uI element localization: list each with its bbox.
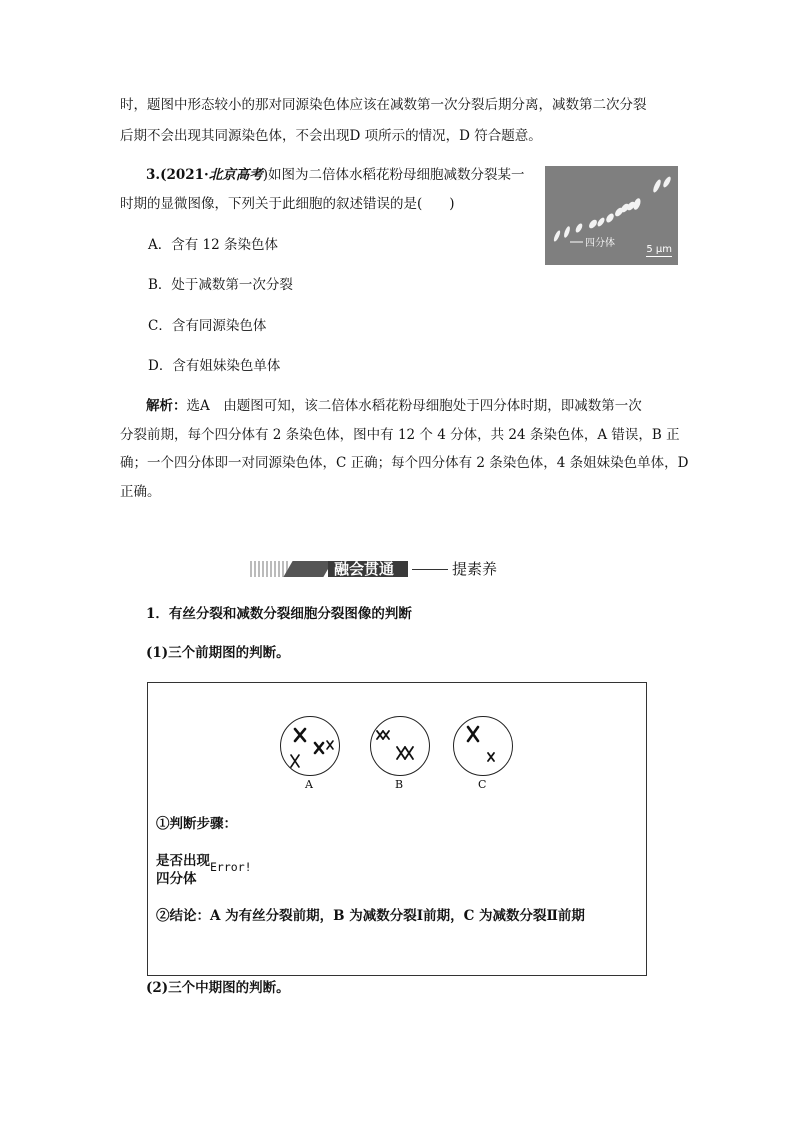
cell-b-label: B [395,778,404,791]
option-c: C．含有同源染色体 [148,318,267,334]
micrograph-image [545,166,678,265]
intro-line-2: 后期不会出现其同源染色体，不会出现D 项所示的情况，D 符合题意。 [120,128,542,144]
cell-a-chromosomes [281,717,339,775]
banner-stripes [250,561,288,577]
intro-line-1: 时，题图中形态较小的那对同源染色体应该在减数第一次分裂后期分离，减数第二次分裂 [120,97,647,113]
question-stem-text: )如图为二倍体水稻花粉母细胞减数分裂某一 [262,167,525,183]
section-banner [250,557,545,581]
question-stem-line-1 [146,163,525,183]
micrograph-scale: 5 μm [646,244,672,255]
analysis-line-3: 确；一个四分体即一对同源染色体，C 正确；每个四分体有 2 条染色体，4 条姐妹染色单体，D [120,455,689,471]
section-heading: 1．有丝分裂和减数分裂细胞分裂图像的判断 [146,606,412,622]
cell-c-chromosomes [454,717,512,775]
tetrad-question-line-1: 是否出现 [156,853,210,869]
cell-b-chromosomes [371,717,429,775]
banner-slash [283,561,332,577]
cell-a [280,716,340,776]
tetrad-question-line-2: 四分体 [156,871,197,887]
banner-dash [412,569,448,570]
banner-title: 融会贯通 [334,560,395,578]
cell-c [453,716,513,776]
question-stem-line-2: 时期的显微图像，下列关于此细胞的叙述错误的是( ) [120,196,455,212]
question-source: 北京高考 [208,167,263,183]
analysis-text-1: 选A 由题图可知，该二倍体水稻花粉母细胞处于四分体时期，即减数第一次 [186,398,642,414]
option-a: A．含有 12 条染色体 [148,237,279,253]
cell-a-label: A [305,778,313,791]
analysis-line-1 [146,394,642,414]
subsection-2: (2)三个中期图的判断。 [146,980,290,996]
conclusion [156,904,585,924]
analysis-line-2: 分裂前期，每个四分体有 2 条染色体，图中有 12 个 4 分体，共 24 条染色体，A 错误，B 正 [120,427,680,443]
question-number: 3.(2021· [146,167,209,183]
option-b: B．处于减数第一次分裂 [148,277,293,293]
cell-c-label: C [478,778,487,791]
conclusion-text: ②结论：A 为有丝分裂前期，B 为减数分裂Ⅰ前期，C 为减数分裂Ⅱ前期 [156,908,585,924]
banner-subtitle: 提素养 [452,560,498,578]
analysis-line-4: 正确。 [120,484,161,500]
cell-b [370,716,430,776]
option-d: D．含有姐妹染色单体 [148,358,281,374]
judgement-box [147,682,647,976]
micrograph-label: 四分体 [585,238,615,249]
step-label: ①判断步骤： [156,816,237,832]
analysis-label: 解析： [146,398,187,414]
error-text: Error! [210,860,252,874]
subsection-1: (1)三个前期图的判断。 [146,645,290,661]
